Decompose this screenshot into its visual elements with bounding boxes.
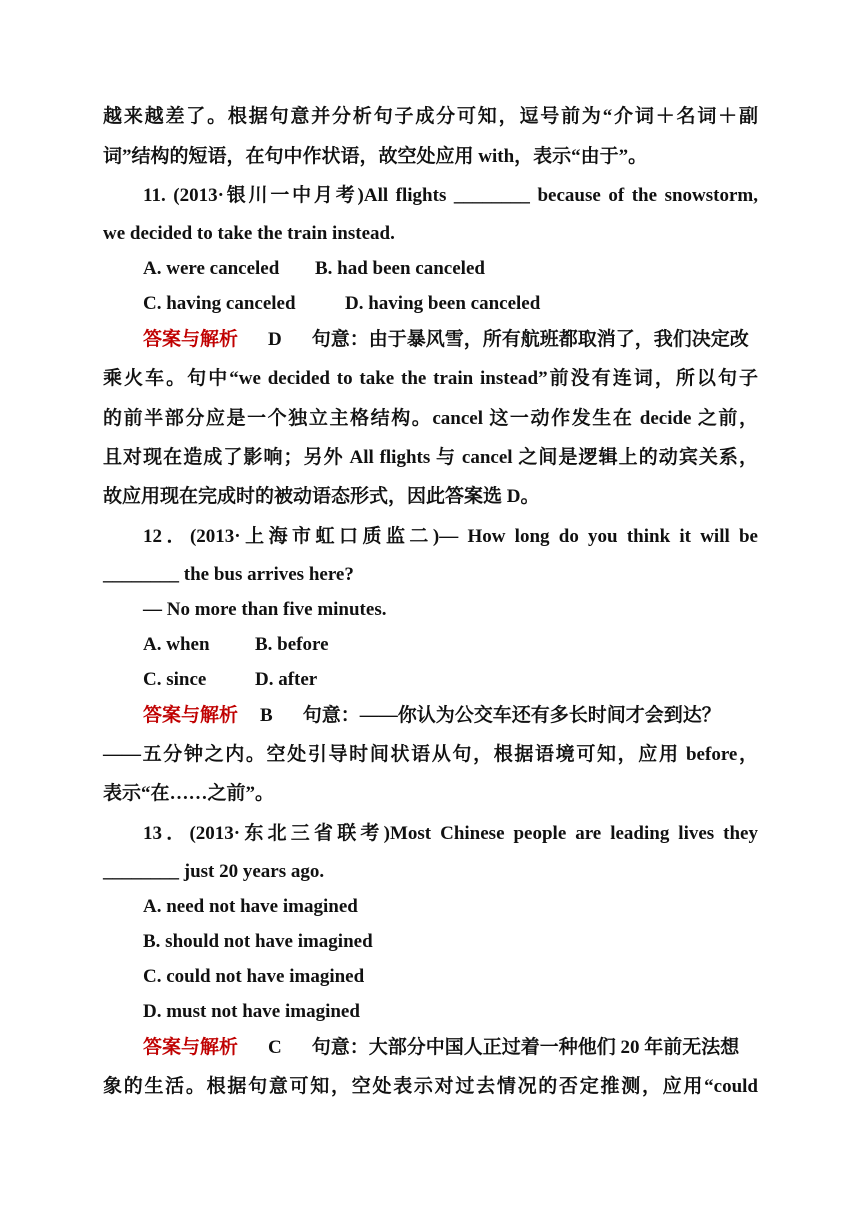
q12-option-c: C. since [143,669,207,690]
q11-explanation-line-3: 的前半部分应是一个独立主格结构。cancel 这一动作发生在 decide 之前， [103,408,758,429]
q11-answer-line [143,328,749,352]
q11-option-a: A. were canceled [143,258,280,279]
q11-option-b: B. had been canceled [315,258,485,279]
q11-option-d: D. having been canceled [345,293,541,314]
answer-letter: D [268,329,282,350]
q12-stem-line-3: — No more than five minutes. [143,599,387,620]
q12-stem-line-2: ________ the bus arrives here? [103,564,354,585]
answer-label: 答案与解析 [143,705,239,726]
q11-option-c: C. having canceled [143,293,296,314]
answer-label: 答案与解析 [143,329,239,350]
q12-option-b: B. before [255,634,329,655]
q12-stem-line-1: 12．(2013·上海市虹口质监二)— How long do you think it will be [143,526,758,547]
q12-explanation-line-2: ——五分钟之内。空处引导时间状语从句，根据语境可知，应用 before， [103,744,758,765]
q11-explanation-line-5: 故应用现在完成时的被动语态形式，因此答案选 D。 [103,486,540,507]
answer-explanation-start: 句意：由于暴风雪，所有航班都取消了，我们决定改 [311,329,749,350]
q13-option-b: B. should not have imagined [143,931,373,952]
answer-explanation-start: 句意：——你认为公交车还有多长时间才会到达？ [302,705,721,726]
q13-option-c: C. could not have imagined [143,966,365,987]
q11-stem-line-1: 11. (2013·银川一中月考)All flights ________ because of the snowstorm, [143,185,758,206]
q11-explanation-line-2: 乘火车。句中“we decided to take the train instead”前没有连词，所以句子 [103,368,758,389]
q13-stem-line-2: ________ just 20 years ago. [103,861,325,882]
answer-letter: C [268,1037,282,1058]
q13-option-a: A. need not have imagined [143,896,358,917]
q11-stem-line-2: we decided to take the train instead. [103,223,395,244]
q12-option-a: A. when [143,634,210,655]
q12-option-d: D. after [255,669,318,690]
answer-explanation-start: 句意：大部分中国人正过着一种他们 20 年前无法想 [311,1037,740,1058]
q12-explanation-line-3: 表示“在……之前”。 [103,783,275,804]
prev-explanation-line-1: 越来越差了。根据句意并分析句子成分可知，逗号前为“介词＋名词＋副 [103,106,758,127]
q11-explanation-line-4: 且对现在造成了影响；另外 All flights 与 cancel 之间是逻辑上的动宾关系， [103,447,758,468]
q12-answer-line [143,704,721,728]
q13-explanation-line-2: 象的生活。根据句意可知，空处表示对过去情况的否定推测，应用“could [103,1076,758,1097]
answer-label: 答案与解析 [143,1037,239,1058]
prev-explanation-line-2: 词”结构的短语，在句中作状语，故空处应用 with，表示“由于”。 [103,146,648,167]
q13-stem-line-1: 13．(2013·东北三省联考)Most Chinese people are leading lives they [143,823,758,844]
q13-answer-line [143,1036,739,1060]
answer-letter: B [260,705,273,726]
q13-option-d: D. must not have imagined [143,1001,360,1022]
